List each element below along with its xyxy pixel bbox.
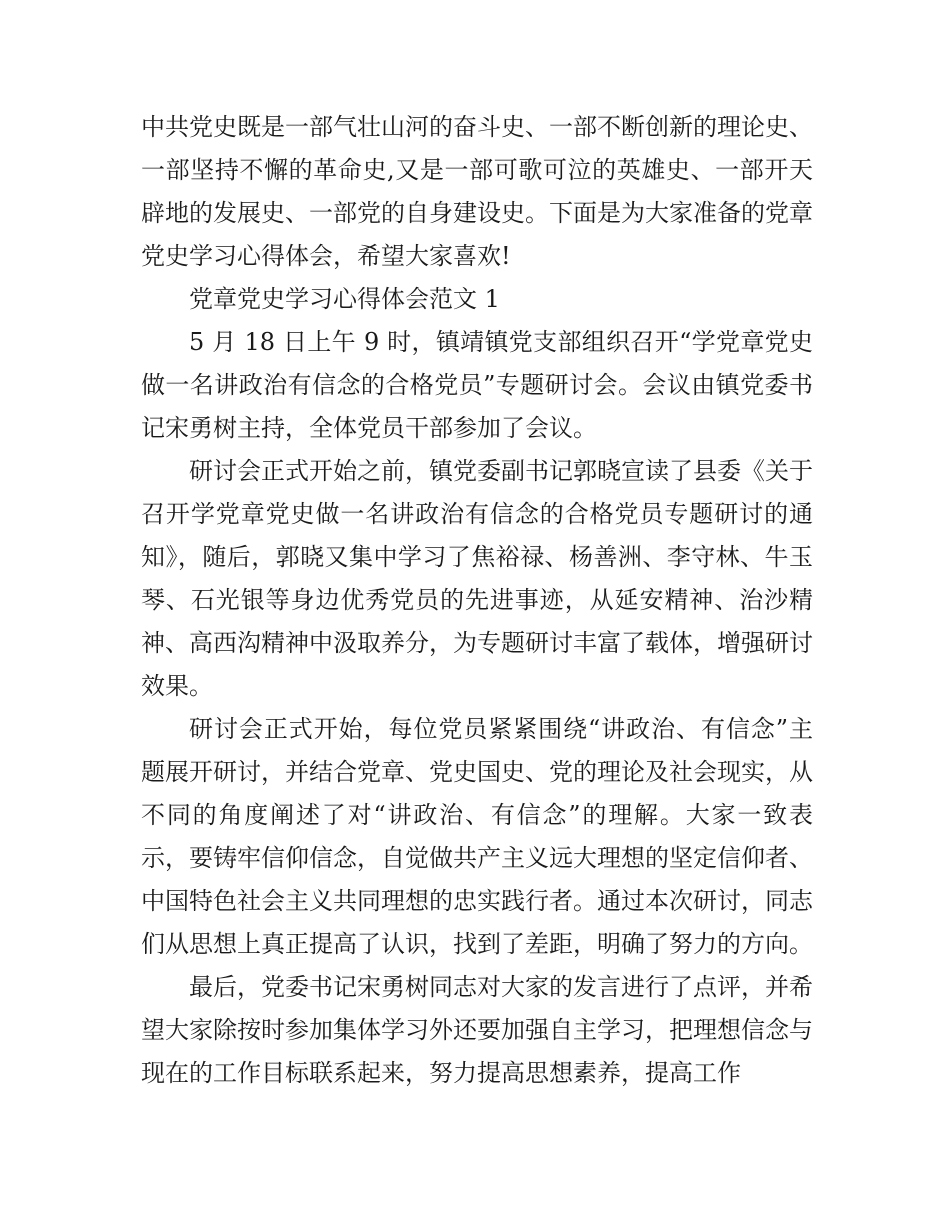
body-paragraph-4: 最后，党委书记宋勇树同志对大家的发言进行了点评，并希望大家除按时参加集体学习外还要加强自主学习，把理想信念与现在的工作目标联系起来，努力提高思想素养，提高工作: [141, 973, 813, 1087]
document-body: [141, 106, 813, 1095]
body-paragraph-2: 研讨会正式开始之前，镇党委副书记郭晓宣读了县委《关于召开学党章党史做一名讲政治有信念的合格党员专题研讨的通知》，随后，郭晓又集中学习了焦裕禄、杨善洲、李守林、牛玉琴、石光银等身边优秀党员的先进事迹，从延安精神、治沙精神、高西沟精神中汲取养分，为专题研讨丰富了载体，增强研讨效果。: [141, 457, 813, 700]
section-title: 党章党史学习心得体会范文 1: [189, 285, 500, 313]
body-paragraph-1: 5 月 18 日上午 9 时，镇靖镇党支部组织召开“学党章党史做一名讲政治有信念的合格党员”专题研讨会。会议由镇党委书记宋勇树主持，全体党员干部参加了会议。: [141, 328, 813, 442]
intro-paragraph: 中共党史既是一部气壮山河的奋斗史、一部不断创新的理论史、一部坚持不懈的革命史,又是一部可歌可泣的英雄史、一部开天辟地的发展史、一部党的自身建设史。下面是为大家准备的党章党史学习心得体会，希望大家喜欢!: [141, 113, 813, 270]
body-paragraph-3: 研讨会正式开始，每位党员紧紧围绕“讲政治、有信念”主题展开研讨，并结合党章、党史国史、党的理论及社会现实，从不同的角度阐述了对“讲政治、有信念”的理解。大家一致表示，要铸牢信仰信念，自觉做共产主义远大理想的坚定信仰者、中国特色社会主义共同理想的忠实践行者。通过本次研讨，同志们从思想上真正提高了认识，找到了差距，明确了努力的方向。: [141, 715, 813, 958]
